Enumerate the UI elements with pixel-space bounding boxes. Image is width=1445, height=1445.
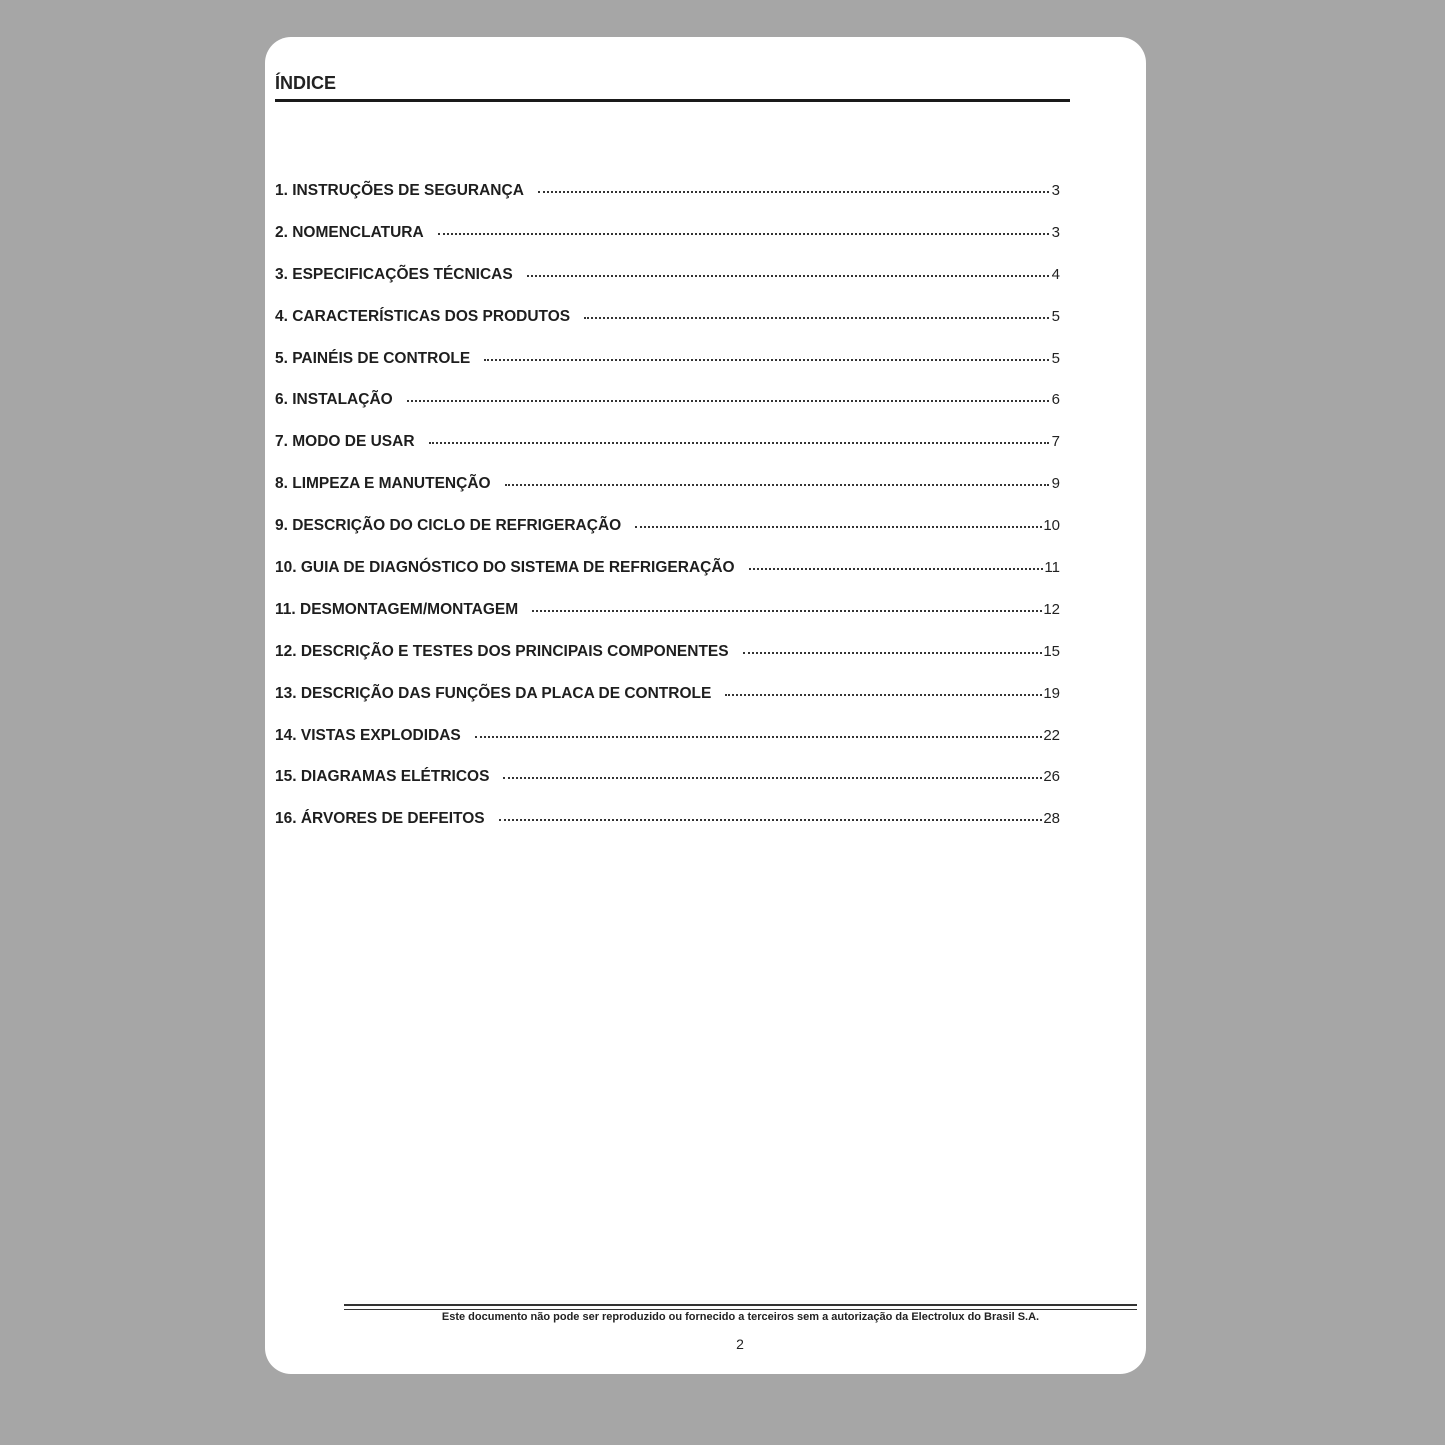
toc-entry-page: 11 <box>1044 559 1060 577</box>
toc-entry-page: 5 <box>1051 349 1060 367</box>
toc-entry-2[interactable] <box>275 224 1060 266</box>
toc-dot-leader <box>584 317 1049 319</box>
toc-entry-title: 6. INSTALAÇÃO <box>275 391 393 409</box>
toc-dot-leader <box>532 610 1042 612</box>
toc-dot-leader <box>407 400 1049 402</box>
toc-entry-6[interactable] <box>275 391 1060 433</box>
toc-entry-title: 12. DESCRIÇÃO E TESTES DOS PRINCIPAIS COMPONENTES <box>275 642 729 660</box>
toc-dot-leader <box>429 442 1049 444</box>
toc-entry-title: 9. DESCRIÇÃO DO CICLO DE REFRIGERAÇÃO <box>275 517 622 535</box>
toc-dot-leader <box>538 191 1049 193</box>
toc-dot-leader <box>725 694 1042 696</box>
toc-entry-page: 7 <box>1051 433 1060 451</box>
page-title: ÍNDICE <box>275 73 337 93</box>
toc-entry-title: 4. CARACTERÍSTICAS DOS PRODUTOS <box>275 307 571 325</box>
toc-entry-title: 14. VISTAS EXPLODIDAS <box>275 726 461 744</box>
toc-entry-page: 28 <box>1043 810 1060 828</box>
toc-dot-leader <box>499 819 1043 821</box>
toc-entry-title: 8. LIMPEZA E MANUTENÇÃO <box>275 475 491 493</box>
toc-dot-leader <box>505 484 1049 486</box>
toc-entry-title: 15. DIAGRAMAS ELÉTRICOS <box>275 768 490 786</box>
toc-entry-page: 19 <box>1043 684 1060 702</box>
toc-dot-leader <box>749 568 1044 570</box>
toc-entry-14[interactable] <box>275 727 1060 769</box>
toc-entry-page: 3 <box>1051 223 1060 241</box>
toc-dot-leader <box>635 526 1042 528</box>
toc-entry-11[interactable] <box>275 601 1060 643</box>
toc-entry-page: 5 <box>1051 307 1060 325</box>
toc-entry-4[interactable] <box>275 308 1060 350</box>
toc-entry-title: 10. GUIA DE DIAGNÓSTICO DO SISTEMA DE REFRIGERAÇÃO <box>275 559 735 577</box>
toc-entry-1[interactable] <box>275 182 1060 224</box>
toc-entry-9[interactable] <box>275 517 1060 559</box>
toc-dot-leader <box>527 275 1049 277</box>
toc-dot-leader <box>475 736 1043 738</box>
toc-entry-12[interactable] <box>275 643 1060 685</box>
toc-entry-page: 9 <box>1051 475 1060 493</box>
toc-entry-15[interactable] <box>275 768 1060 810</box>
toc-entry-8[interactable] <box>275 475 1060 517</box>
toc-entry-page: 6 <box>1051 391 1060 409</box>
toc-entry-7[interactable] <box>275 433 1060 475</box>
toc-entry-10[interactable] <box>275 559 1060 601</box>
title-underline <box>275 99 1070 102</box>
footer-rule <box>344 1304 1137 1306</box>
toc-entry-title: 2. NOMENCLATURA <box>275 223 424 241</box>
page-number: 2 <box>736 1336 744 1352</box>
toc-entry-page: 10 <box>1043 517 1060 535</box>
toc-entry-title: 16. ÁRVORES DE DEFEITOS <box>275 810 485 828</box>
toc-entry-page: 26 <box>1043 768 1060 786</box>
toc-dot-leader <box>438 233 1049 235</box>
table-of-contents <box>275 182 1060 852</box>
toc-entry-page: 22 <box>1043 726 1060 744</box>
toc-entry-title: 5. PAINÉIS DE CONTROLE <box>275 349 471 367</box>
toc-entry-title: 13. DESCRIÇÃO DAS FUNÇÕES DA PLACA DE CONTROLE <box>275 684 712 702</box>
toc-entry-title: 1. INSTRUÇÕES DE SEGURANÇA <box>275 182 524 199</box>
toc-entry-16[interactable] <box>275 810 1060 852</box>
toc-entry-title: 3. ESPECIFICAÇÕES TÉCNICAS <box>275 265 513 283</box>
toc-entry-page: 12 <box>1043 600 1060 618</box>
toc-dot-leader <box>743 652 1043 654</box>
footer-notice: Este documento não pode ser reproduzido ou fornecido a terceiros sem a autorização da Electrolux do Brasil S.A. <box>441 1311 1040 1323</box>
toc-entry-page: 15 <box>1043 642 1060 660</box>
document-page <box>265 37 1146 1374</box>
toc-entry-13[interactable] <box>275 685 1060 727</box>
toc-entry-5[interactable] <box>275 350 1060 392</box>
toc-entry-title: 7. MODO DE USAR <box>275 433 415 451</box>
toc-entry-title: 11. DESMONTAGEM/MONTAGEM <box>275 600 519 618</box>
toc-dot-leader <box>503 777 1042 779</box>
toc-dot-leader <box>484 359 1049 361</box>
footer-rule <box>344 1309 1137 1310</box>
toc-entry-page: 3 <box>1051 182 1060 199</box>
toc-entry-3[interactable] <box>275 266 1060 308</box>
toc-entry-page: 4 <box>1051 265 1060 283</box>
